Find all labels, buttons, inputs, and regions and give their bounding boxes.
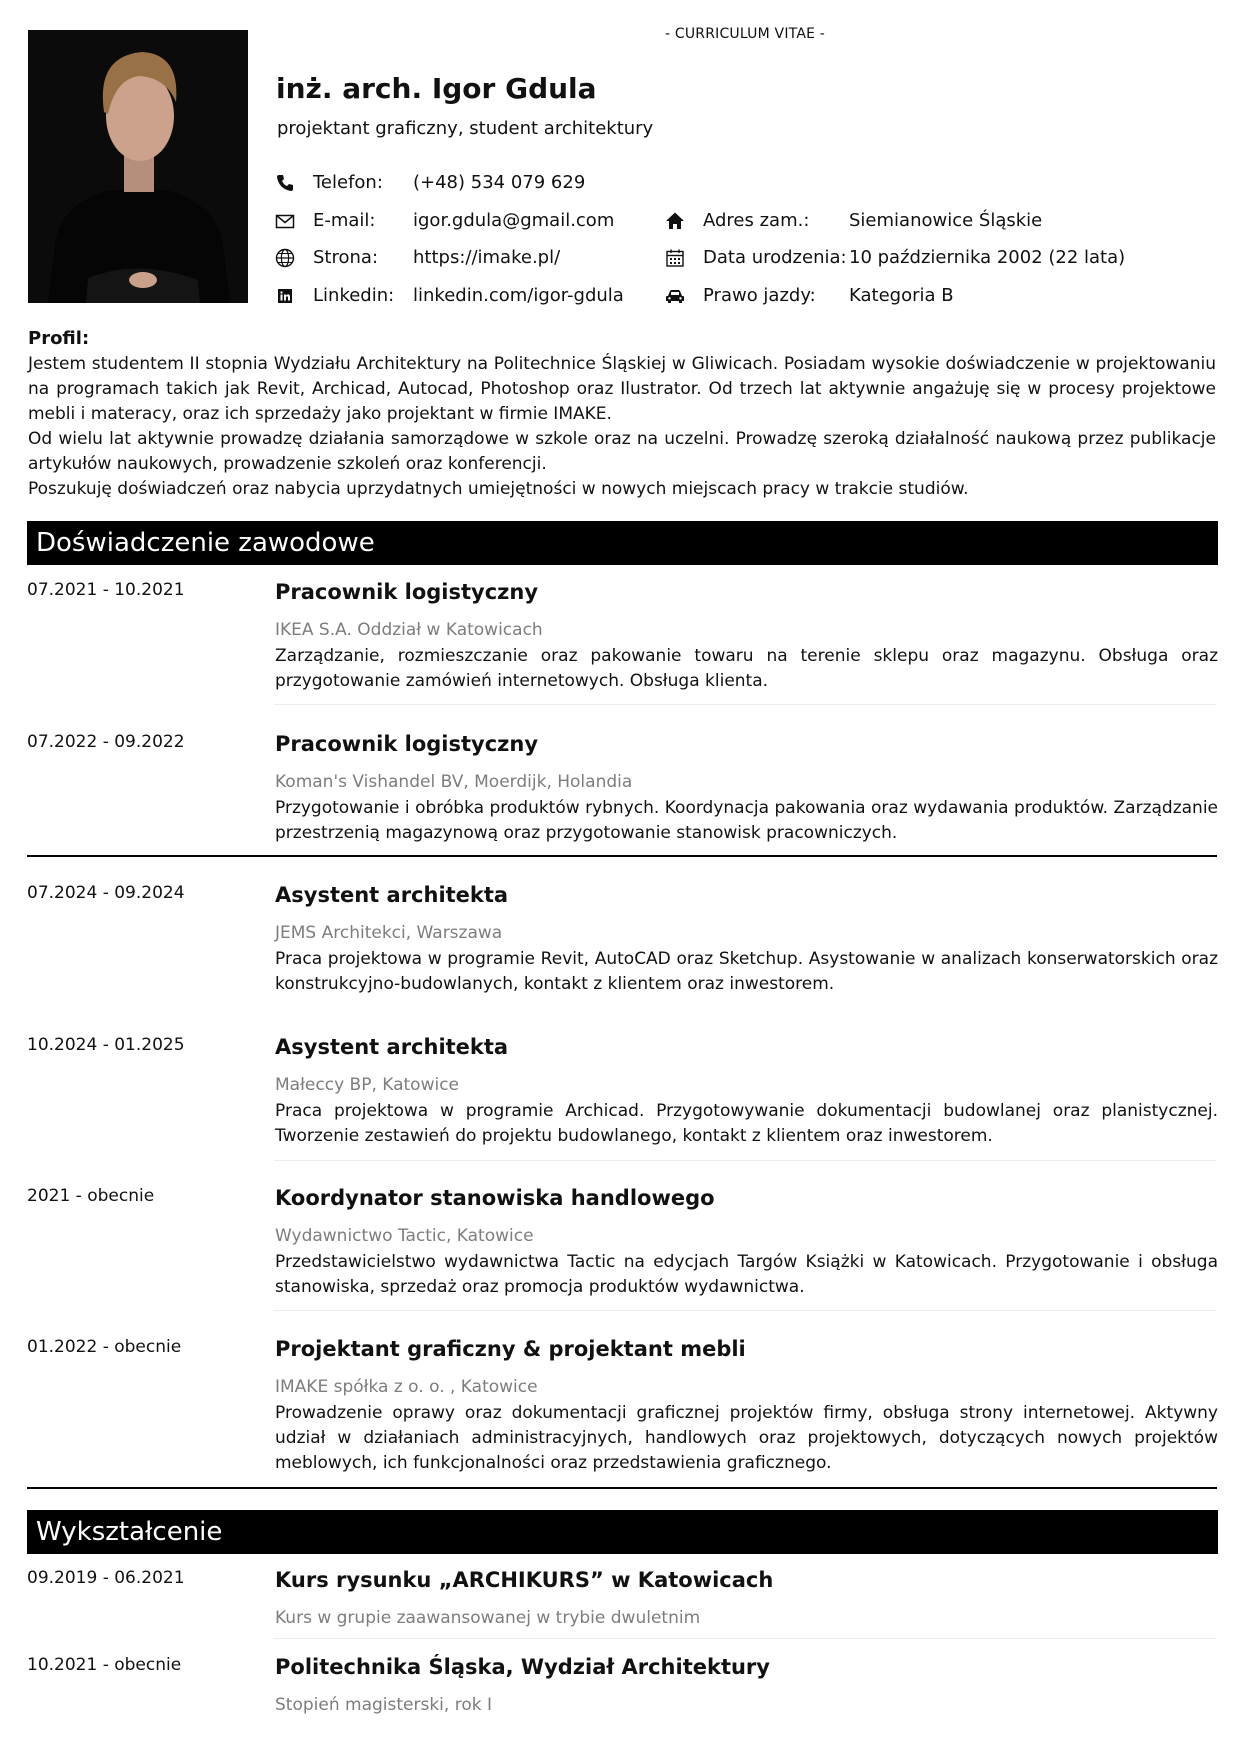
entry-divider xyxy=(274,1310,1216,1311)
linkedin-value[interactable]: linkedin.com/igor-gdula xyxy=(413,285,624,306)
entry-date: 07.2022 - 09.2022 xyxy=(27,732,185,752)
birthdate-label: Data urodzenia: xyxy=(703,247,847,268)
entry-description: Przygotowanie i obróbka produktów rybnych. Koordynacja pakowania oraz wydawania produktów. Zarządzanie przestrzenią magazynową oraz przygotowanie stanowisk pracowniczych. xyxy=(275,798,1218,843)
education-heading: Wykształcenie xyxy=(27,1510,1218,1554)
person-subtitle: projektant graficzny, student architektury xyxy=(277,118,654,139)
entry-title: Pracownik logistyczny xyxy=(275,580,539,604)
address-label: Adres zam.: xyxy=(703,210,810,231)
birthdate-value: 10 października 2002 (22 lata) xyxy=(849,247,1126,268)
profile-title: Profil: xyxy=(28,328,90,349)
entry-title: Koordynator stanowiska handlowego xyxy=(275,1186,715,1210)
entry-title: Projektant graficzny & projektant mebli xyxy=(275,1337,746,1361)
entry-title: Asystent architekta xyxy=(275,1035,509,1059)
calendar-icon xyxy=(665,248,685,268)
website-value[interactable]: https://imake.pl/ xyxy=(413,247,561,268)
entry-date: 07.2024 - 09.2024 xyxy=(27,883,185,903)
profile-photo xyxy=(28,30,248,303)
entry-divider xyxy=(274,704,1216,705)
entry-description: Zarządzanie, rozmieszczanie oraz pakowanie towaru na terenie sklepu oraz magazynu. Obsługa oraz przygotowanie zamówień internetowych. Obsługa klienta. xyxy=(275,646,1218,691)
entry-description: Praca projektowa w programie Archicad. Przygotowywanie dokumentacji budowlanej oraz planistycznej. Tworzenie zestawień do projektu budowlanego, kontakt z klientem oraz inwestorem. xyxy=(275,1101,1218,1146)
entry-company: IKEA S.A. Oddział w Katowicach xyxy=(275,620,543,640)
linkedin-icon xyxy=(275,286,295,306)
address-value: Siemianowice Śląskie xyxy=(849,210,1043,231)
entry-date: 10.2024 - 01.2025 xyxy=(27,1035,185,1055)
section-divider xyxy=(27,1487,1217,1489)
entry-title: Kurs rysunku „ARCHIKURS” w Katowicach xyxy=(275,1568,774,1592)
entry-company: Koman's Vishandel BV, Moerdijk, Holandia xyxy=(275,772,633,792)
phone-label: Telefon: xyxy=(313,172,383,193)
entry-date: 01.2022 - obecnie xyxy=(27,1337,182,1357)
entry-divider xyxy=(274,1638,1216,1639)
entry-description: Praca projektowa w programie Revit, AutoCAD oraz Sketchup. Asystowanie w analizach konserwatorskich oraz konstrukcyjno-budowlanych, kontakt z klientem oraz inwestorem. xyxy=(275,949,1218,994)
person-name: inż. arch. Igor Gdula xyxy=(276,72,597,105)
linkedin-label: Linkedin: xyxy=(313,285,395,306)
profile-paragraph: Jestem studentem II stopnia Wydziału Architektury na Politechnice Śląskiej w Gliwicach. Posiadam wysokie doświadczenie w projektowaniu na programach takich jak Revit, Archicad, Autocad, Photoshop oraz Ilustrator. Od trzech lat aktywnie angażuję się w procesy projektowe mebli i materacy, oraz ich sprzedaży jako projektant w firmie IMAKE. xyxy=(28,354,1216,424)
section-divider xyxy=(27,855,1217,857)
email-label: E-mail: xyxy=(313,210,376,231)
phone-value: (+48) 534 079 629 xyxy=(413,172,586,193)
entry-company: Wydawnictwo Tactic, Katowice xyxy=(275,1226,534,1246)
entry-date: 2021 - obecnie xyxy=(27,1186,155,1206)
entry-divider xyxy=(274,1160,1216,1161)
entry-date: 09.2019 - 06.2021 xyxy=(27,1568,185,1588)
home-icon xyxy=(665,211,685,231)
profile-paragraph: Poszukuję doświadczeń oraz nabycia uprzydatnych umiejętności w nowych miejscach pracy w trakcie studiów. xyxy=(28,479,969,499)
license-value: Kategoria B xyxy=(849,285,954,306)
website-label: Strona: xyxy=(313,247,379,268)
email-value[interactable]: igor.gdula@gmail.com xyxy=(413,210,615,231)
entry-company: Stopień magisterski, rok I xyxy=(275,1695,492,1715)
entry-title: Pracownik logistyczny xyxy=(275,732,539,756)
entry-title: Politechnika Śląska, Wydział Architektury xyxy=(275,1655,770,1679)
profile-body xyxy=(28,352,1216,502)
car-icon xyxy=(665,286,685,306)
entry-description: Prowadzenie oprawy oraz dokumentacji graficznej projektów firmy, obsługa strony internetowej. Aktywny udział w działaniach administracyjnych, handlowych oraz projektowych, dotyczących nowych projektów meblowych, ich funkcjonalności oraz przedstawienia graficznego. xyxy=(275,1403,1218,1473)
entry-company: IMAKE spółka z o. o. , Katowice xyxy=(275,1377,538,1397)
mail-icon xyxy=(275,211,295,231)
entry-title: Asystent architekta xyxy=(275,883,509,907)
entry-date: 07.2021 - 10.2021 xyxy=(27,580,185,600)
entry-company: JEMS Architekci, Warszawa xyxy=(275,923,503,943)
entry-company: Kurs w grupie zaawansowanej w trybie dwuletnim xyxy=(275,1608,701,1628)
entry-company: Małeccy BP, Katowice xyxy=(275,1075,460,1095)
entry-date: 10.2021 - obecnie xyxy=(27,1655,182,1675)
globe-icon xyxy=(275,248,295,268)
profile-paragraph: Od wielu lat aktywnie prowadzę działania samorządowe w szkole oraz na uczelni. Prowadzę szeroką działalność naukową przez publikacje artykułów naukowych, prowadzenie szkoleń oraz konferencji. xyxy=(28,429,1216,474)
license-label: Prawo jazdy: xyxy=(703,285,816,306)
cv-label: - CURRICULUM VITAE - xyxy=(664,26,826,42)
phone-icon xyxy=(275,173,295,193)
entry-description: Przedstawicielstwo wydawnictwa Tactic na edycjach Targów Książki w Katowicach. Przygotowanie i obsługa stanowiska, sprzedaż oraz promocja produktów wydawnictwa. xyxy=(275,1252,1218,1297)
experience-heading: Doświadczenie zawodowe xyxy=(27,521,1218,565)
